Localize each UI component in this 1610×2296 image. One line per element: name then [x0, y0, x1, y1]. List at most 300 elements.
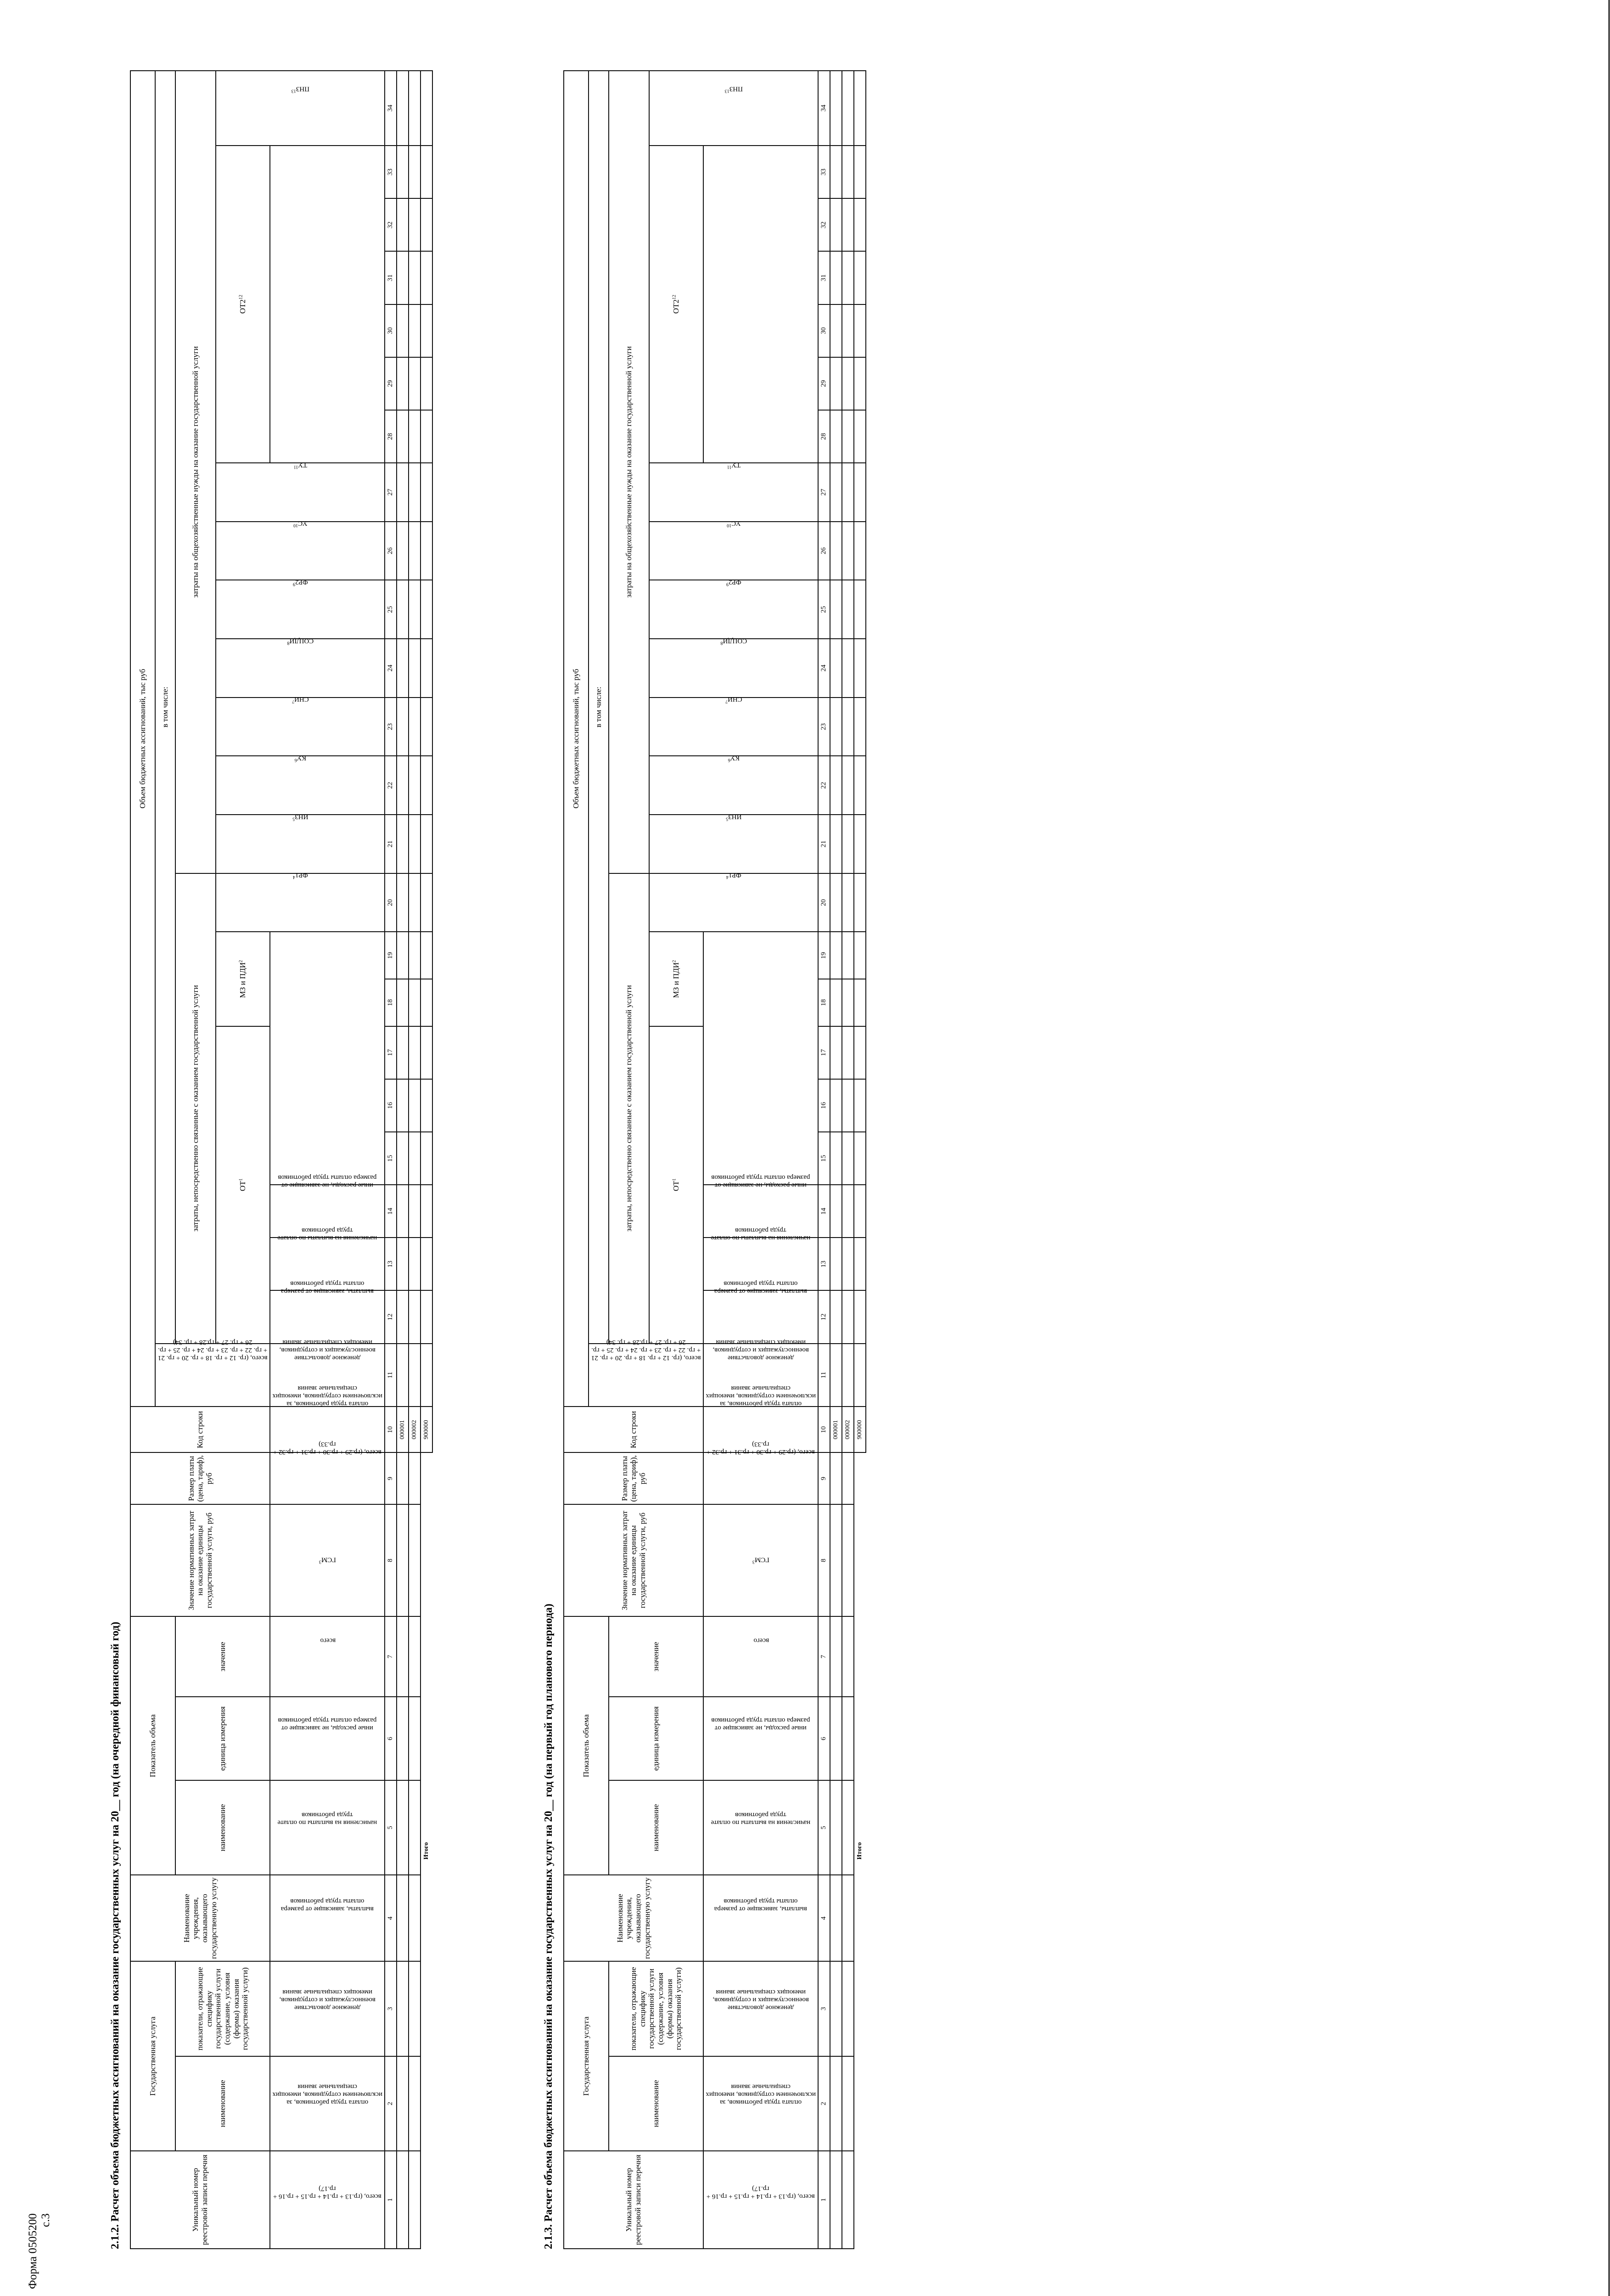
- column-number-label: 32: [820, 221, 828, 229]
- empty-cell: [830, 1185, 842, 1238]
- header-ot2-pay-dependent: [270, 1279, 385, 1343]
- empty-cell: [397, 146, 409, 198]
- total-row: [854, 71, 866, 2249]
- empty-cell: [842, 580, 854, 639]
- total-code-cell: [421, 1407, 432, 1452]
- column-number: [818, 1290, 830, 1343]
- column-number-label: 8: [387, 1559, 394, 1562]
- column-number: [385, 522, 397, 580]
- header-mz-pdi: [649, 932, 703, 1026]
- header-sodi-footnote: 8: [720, 640, 723, 646]
- column-number-label: 27: [820, 489, 828, 496]
- column-number: [818, 410, 830, 463]
- column-number-label: 13: [820, 1261, 828, 1268]
- column-number: [385, 639, 397, 698]
- header-sni-text: [245, 695, 357, 704]
- header-ot2-other-costs-text: [705, 1174, 817, 1189]
- empty-cell: [830, 1875, 842, 1961]
- header-ot1-pay-workers: [270, 2056, 385, 2151]
- header-fr2-text: [678, 578, 790, 587]
- empty-cell: [854, 410, 866, 463]
- empty-cell: [830, 251, 842, 304]
- header-budget-volume-label: Объем бюджетных ассигнований, тыс руб: [572, 669, 581, 809]
- header-ot2-pay-workers-text: [271, 1384, 383, 1407]
- column-number-label: 29: [820, 380, 828, 387]
- column-number-label: 34: [387, 105, 394, 112]
- column-number-label: 33: [387, 169, 394, 176]
- column-number-label: 29: [387, 380, 394, 387]
- column-number: [385, 1875, 397, 1961]
- header-inz-text: [678, 812, 790, 821]
- header-including: [155, 71, 175, 1344]
- column-number-label: 10: [820, 1426, 828, 1433]
- empty-cell: [397, 357, 409, 410]
- column-number-label: 5: [820, 1826, 828, 1829]
- empty-cell: [397, 639, 409, 698]
- section-title-2-1-2: 2.1.2. Расчет объема бюджетных ассигнований на оказание государственных услуг на 20__ год (на очередной финансовый год): [109, 1621, 121, 2249]
- column-number-label: 23: [820, 723, 828, 731]
- column-number-label: 15: [820, 1155, 828, 1162]
- header-general-costs-label: затраты на общехозяйственные нужды на оказание государственной услуги: [191, 346, 200, 598]
- empty-cell: [830, 146, 842, 198]
- empty-cell: [830, 522, 842, 580]
- header-gsm-text: [705, 1556, 817, 1564]
- header-budget-volume: [564, 71, 589, 1407]
- table-row: [830, 71, 842, 2249]
- column-number-label: 3: [387, 2007, 394, 2011]
- empty-cell: [397, 698, 409, 756]
- empty-cell: [842, 251, 854, 304]
- column-number-label: 31: [820, 274, 828, 281]
- header-ot2-total-label: всего, (гр.29 + гр.30 + гр.31 + гр.32 + гр.33): [707, 1441, 815, 1456]
- empty-cell: [397, 1780, 409, 1875]
- empty-cell: [409, 71, 421, 146]
- header-us-footnote: 10: [293, 523, 298, 528]
- column-number-label: 10: [387, 1426, 394, 1433]
- header-pnz-label: ПНЗ: [296, 85, 310, 93]
- empty-cell: [842, 1026, 854, 1079]
- empty-cell: [830, 1780, 842, 1875]
- header-unique-number-label: Уникальный номер реестровой записи перечня: [624, 2155, 642, 2245]
- header-gsm-footnote: 3: [752, 1559, 755, 1564]
- total-label: [854, 1452, 866, 2249]
- header-mz-pdi-footnote: 2: [238, 960, 244, 962]
- empty-cell: [409, 698, 421, 756]
- empty-cell: [854, 932, 866, 979]
- column-number-label: 20: [820, 899, 828, 906]
- column-number: [385, 1238, 397, 1290]
- empty-cell: [409, 1875, 421, 1961]
- column-number: [385, 304, 397, 357]
- header-service-name: [175, 2056, 270, 2151]
- header-ot1-pay-accruals-text: [271, 1811, 383, 1827]
- header-ot2-pay-dependent-text: [705, 1279, 817, 1295]
- header-pnz: [216, 71, 385, 146]
- column-number: [818, 979, 830, 1026]
- empty-cell: [854, 71, 866, 146]
- empty-cell: [397, 1452, 409, 1504]
- header-sodi: [216, 639, 385, 698]
- column-number: [818, 463, 830, 522]
- column-number: [818, 71, 830, 146]
- empty-cell: [842, 1290, 854, 1343]
- empty-cell: [842, 2151, 854, 2249]
- column-number: [818, 1452, 830, 1504]
- column-number: [385, 198, 397, 251]
- header-pnz: [649, 71, 818, 146]
- empty-cell: [409, 1079, 421, 1132]
- header-ot1-pay-dependent: [703, 1875, 818, 1961]
- column-number-label: 16: [387, 1102, 394, 1109]
- empty-cell: [409, 463, 421, 522]
- header-sni-text: [678, 695, 790, 704]
- header-gsm-label: ГСМ: [321, 1556, 336, 1564]
- header-ot2: [216, 146, 270, 463]
- header-tu-footnote: 11: [293, 464, 298, 470]
- header-mz-total-text: [272, 1637, 384, 1644]
- row-code-cell-label: 000001: [832, 1420, 839, 1440]
- empty-cell: [409, 304, 421, 357]
- header-ot1-footnote: 1: [238, 1178, 244, 1181]
- empty-cell: [397, 71, 409, 146]
- header-pnz-footnote: 13: [292, 88, 297, 94]
- header-sni-footnote: 7: [725, 698, 728, 704]
- header-ot2-total-text: [271, 1440, 383, 1456]
- header-ot1-mil-pay-text: [271, 1988, 383, 2011]
- header-mz-total: [270, 1616, 385, 1697]
- column-number-label: 2: [820, 2102, 828, 2105]
- column-number-label: 16: [820, 1102, 828, 1109]
- header-us-footnote: 10: [727, 523, 732, 528]
- header-vol-unit-label: единица измерения: [651, 1706, 661, 1771]
- column-number: [818, 522, 830, 580]
- empty-cell: [397, 198, 409, 251]
- header-vol-unit: [175, 1697, 270, 1780]
- header-vol-value-label: значение: [651, 1642, 661, 1672]
- header-ot2-pay-dependent-label: выплаты, зависящие от размера оплаты труда работников: [714, 1279, 808, 1295]
- empty-cell: [397, 463, 409, 522]
- header-row-code: [130, 1407, 270, 1452]
- header-fr1-label: ФР1: [729, 871, 742, 879]
- empty-cell: [421, 1290, 432, 1343]
- empty-cell: [421, 1026, 432, 1079]
- column-number-label: 25: [820, 606, 828, 613]
- header-ot1-other-costs-label: иные расходы, не зависящие от размера оплаты труда работников: [711, 1716, 810, 1732]
- empty-cell: [409, 639, 421, 698]
- column-number-label: 6: [387, 1737, 394, 1740]
- column-number: [385, 1132, 397, 1185]
- column-number: [385, 1452, 397, 1504]
- empty-cell: [842, 639, 854, 698]
- empty-cell: [830, 1961, 842, 2056]
- header-ot2-footnote: 12: [672, 294, 677, 299]
- empty-cell: [409, 251, 421, 304]
- empty-cell: [397, 1132, 409, 1185]
- empty-cell: [397, 1238, 409, 1290]
- header-tu: [216, 463, 385, 522]
- header-service-name-label: наименование: [218, 2080, 227, 2127]
- header-us-text: [678, 519, 790, 528]
- header-ot2-pay-dependent-text: [271, 1279, 383, 1295]
- empty-cell: [409, 1238, 421, 1290]
- header-pnz-label: ПНЗ: [729, 85, 743, 93]
- empty-cell: [409, 1961, 421, 2056]
- header-ot1-pay-accruals-text: [705, 1811, 817, 1827]
- empty-cell: [842, 932, 854, 979]
- empty-cell: [409, 1504, 421, 1616]
- header-ot1-pay-workers-label: оплата труда работников, за исключением сотрудников, имеющих специальные звания: [706, 2083, 816, 2106]
- empty-cell: [421, 580, 432, 639]
- header-total-label: всего, (гр. 12 + гр. 18 + гр. 20 + гр. 21 + гр. 22 + гр. 23 + гр. 24 + гр. 25 + гр. 26 + гр. 27 + гр.28 + гр. 34): [157, 1339, 268, 1362]
- header-ot1-mil-pay-text: [705, 1988, 817, 2011]
- column-number: [818, 1132, 830, 1185]
- column-number: [385, 357, 397, 410]
- header-general-costs-label: затраты на общехозяйственные нужды на оказание государственной услуги: [624, 346, 634, 598]
- column-number-label: 24: [820, 664, 828, 672]
- column-number-label: 14: [387, 1208, 394, 1215]
- header-ot1: [649, 1026, 703, 1344]
- empty-cell: [854, 463, 866, 522]
- header-mz-pdi: [216, 932, 270, 1026]
- header-ku-label: КУ: [297, 754, 307, 762]
- header-ot2-pay-workers-text: [705, 1384, 817, 1407]
- row-code-cell: [842, 1407, 854, 1452]
- row-code-cell: [397, 1407, 409, 1452]
- column-number: [385, 1079, 397, 1132]
- header-ot1-mil-pay-label: денежное довольствие военнослужащих и сотрудников, имеющих специальные звания: [279, 1988, 376, 2011]
- column-number: [385, 873, 397, 932]
- empty-cell: [397, 979, 409, 1026]
- header-ot1-label: ОТ: [238, 1181, 247, 1191]
- header-tu-label: ТУ: [731, 461, 741, 469]
- header-total-label: всего, (гр. 12 + гр. 18 + гр. 20 + гр. 21 + гр. 22 + гр. 23 + гр. 24 + гр. 25 + гр. 26 + гр. 27 + гр.28 + гр. 34): [591, 1339, 701, 1362]
- header-inz-footnote: 5: [726, 816, 729, 822]
- column-number-label: 17: [820, 1049, 828, 1056]
- column-number: [385, 756, 397, 815]
- header-inz-label: ИНЗ: [295, 813, 309, 821]
- header-service-name-label: наименование: [651, 2080, 661, 2127]
- header-fee-label: Размер платы (цена, тариф), руб: [186, 1455, 213, 1502]
- header-ot1: [216, 1026, 270, 1344]
- header-budget-volume-label: Объем бюджетных ассигнований, тыс руб: [138, 669, 147, 809]
- empty-cell: [854, 1290, 866, 1343]
- header-service-indicators-label: показатели, отражающие специфику государственной услуги (содержание, условия (формы) оказания государственной услуги): [196, 1967, 250, 2051]
- empty-cell: [397, 1185, 409, 1238]
- column-number-label: 30: [820, 327, 828, 334]
- total-label: [421, 1452, 432, 2249]
- header-us: [216, 519, 385, 580]
- column-number: [818, 1875, 830, 1961]
- table-row: [842, 71, 854, 2249]
- header-ot2-pay-workers-label: оплата труда работников, за исключением сотрудников, имеющих специальные звания: [706, 1385, 816, 1408]
- column-number: [385, 815, 397, 873]
- table-row: [409, 71, 421, 2249]
- column-number-label: 4: [387, 1916, 394, 1920]
- header-ot1-total-label: всего, (гр.13 + гр.14 + гр.15 + гр.16 + гр.17): [707, 2185, 815, 2200]
- column-number-label: 12: [820, 1313, 828, 1321]
- empty-cell: [409, 756, 421, 815]
- column-number: [385, 580, 397, 639]
- header-ot1-pay-accruals-label: начисления на выплаты по оплате труда работников: [711, 1811, 811, 1827]
- header-sni-footnote: 7: [292, 698, 295, 704]
- empty-cell: [842, 1452, 854, 1504]
- header-pnz-footnote: 13: [725, 88, 730, 94]
- header-fr1: [649, 873, 818, 932]
- header-ot2-mil-pay-text: [271, 1339, 383, 1362]
- header-unique-number-label: Уникальный номер реестровой записи перечня: [191, 2155, 209, 2245]
- column-number-label: 19: [387, 952, 394, 959]
- header-sodi-label: СОЦДИ: [289, 637, 314, 645]
- column-number: [385, 2056, 397, 2151]
- header-fr1-label: ФР1: [295, 871, 309, 879]
- column-number-label: 22: [387, 782, 394, 789]
- column-number: [385, 1697, 397, 1780]
- empty-cell: [397, 1290, 409, 1343]
- empty-cell: [830, 815, 842, 873]
- empty-cell: [830, 580, 842, 639]
- empty-cell: [830, 304, 842, 357]
- budget-table-2-1-3: [563, 70, 866, 2249]
- empty-cell: [409, 873, 421, 932]
- empty-cell: [397, 932, 409, 979]
- column-number: [818, 304, 830, 357]
- row-code-cell-label: 000001: [398, 1420, 406, 1440]
- column-number-label: 12: [387, 1313, 394, 1321]
- column-number-label: 9: [820, 1477, 828, 1480]
- header-ot1-total-text: [705, 2184, 817, 2200]
- header-row-code-label: Код строки: [629, 1411, 638, 1448]
- header-row-code: [564, 1407, 703, 1452]
- empty-cell: [397, 522, 409, 580]
- empty-cell: [421, 932, 432, 979]
- column-number-label: 23: [387, 723, 394, 731]
- header-total-text: [157, 1339, 269, 1362]
- header-ot1-pay-workers-text: [271, 2083, 383, 2106]
- empty-cell: [397, 1697, 409, 1780]
- empty-cell: [397, 251, 409, 304]
- empty-cell: [830, 639, 842, 698]
- budget-table-2-1-2: [130, 70, 433, 2249]
- empty-cell: [397, 580, 409, 639]
- header-mz-pdi-label: МЗ и ПДИ: [238, 962, 247, 998]
- header-sodi-label: СОЦДИ: [723, 637, 747, 645]
- header-inz-footnote: 5: [292, 816, 295, 822]
- header-state-service-label: Государственная услуга: [148, 2016, 157, 2096]
- column-number: [385, 1780, 397, 1875]
- header-ot2-mil-pay-text: [705, 1339, 817, 1362]
- empty-cell: [397, 1026, 409, 1079]
- header-volume-indicator-label: Показатель объема: [582, 1714, 591, 1778]
- header-sni: [216, 695, 385, 756]
- header-ot2-footnote: 12: [238, 294, 244, 299]
- empty-cell: [854, 304, 866, 357]
- header-ot1-other-costs: [703, 1697, 818, 1780]
- header-gsm: [703, 1504, 818, 1616]
- header-general-costs: [609, 71, 649, 873]
- column-number-label: 26: [820, 547, 828, 555]
- empty-cell: [854, 1132, 866, 1185]
- column-number: [818, 198, 830, 251]
- empty-cell: [842, 979, 854, 1026]
- column-number-label: 7: [820, 1655, 828, 1659]
- column-number-label: 34: [820, 105, 828, 112]
- header-sodi-text: [678, 636, 790, 645]
- header-vol-name: [175, 1780, 270, 1875]
- header-inz-label: ИНЗ: [728, 813, 742, 821]
- header-fr1-text: [678, 871, 790, 880]
- empty-cell: [830, 756, 842, 815]
- header-fee: [564, 1452, 703, 1504]
- header-ot1-other-costs-label: иные расходы, не зависящие от размера оплаты труда работников: [278, 1716, 377, 1732]
- column-number-label: 24: [387, 664, 394, 672]
- empty-cell: [409, 1616, 421, 1697]
- empty-cell: [854, 815, 866, 873]
- empty-cell: [421, 304, 432, 357]
- column-number: [818, 639, 830, 698]
- header-ot1-total-label: всего, (гр.13 + гр.14 + гр.15 + гр.16 + гр.17): [273, 2185, 381, 2200]
- header-ku: [216, 756, 385, 815]
- empty-cell: [397, 2056, 409, 2151]
- row-code-cell: [830, 1407, 842, 1452]
- header-ot1-label: ОТ: [672, 1181, 681, 1191]
- empty-cell: [397, 1616, 409, 1697]
- header-state-service-label: Государственная услуга: [582, 2016, 591, 2096]
- column-number: [818, 251, 830, 304]
- column-number-label: 5: [387, 1826, 394, 1829]
- header-fee-label: Размер платы (цена, тариф), руб: [620, 1455, 647, 1502]
- empty-cell: [409, 1697, 421, 1780]
- column-number: [385, 1026, 397, 1079]
- header-vol-unit: [609, 1697, 703, 1780]
- column-number-label: 17: [387, 1049, 394, 1056]
- empty-cell: [421, 1132, 432, 1185]
- empty-cell: [842, 71, 854, 146]
- header-us-label: УС: [298, 519, 308, 527]
- header-inz: [649, 815, 818, 873]
- column-number: [385, 1344, 397, 1407]
- column-number-label: 2: [387, 2102, 394, 2105]
- column-number-label: 22: [820, 782, 828, 789]
- empty-cell: [421, 1238, 432, 1290]
- header-norm-cost: [564, 1504, 703, 1616]
- column-number-label: 33: [820, 169, 828, 176]
- header-unique-number: [564, 2151, 703, 2249]
- header-gsm-label: ГСМ: [755, 1556, 769, 1564]
- column-number-label: 27: [387, 489, 394, 496]
- empty-cell: [421, 756, 432, 815]
- total-code-cell: [854, 1407, 866, 1452]
- header-mz-total: [703, 1616, 818, 1697]
- header-ot2-pay-accruals-text: [705, 1227, 817, 1242]
- column-number-label: 15: [387, 1155, 394, 1162]
- empty-cell: [397, 1504, 409, 1616]
- column-number-label: 21: [387, 840, 394, 848]
- column-number-label: 20: [387, 899, 394, 906]
- row-code-cell-label: 000002: [844, 1420, 851, 1440]
- empty-cell: [854, 1079, 866, 1132]
- empty-cell: [421, 146, 432, 198]
- header-vol-value-label: значение: [218, 1642, 227, 1672]
- column-number: [385, 71, 397, 146]
- header-ot2-other-costs-label: иные расходы, не зависящие от размера оплаты труда работников: [278, 1174, 377, 1189]
- column-number-label: 31: [387, 274, 394, 281]
- empty-cell: [842, 1697, 854, 1780]
- header-inz: [216, 815, 385, 873]
- empty-cell: [409, 1185, 421, 1238]
- total-label-label: Итого: [856, 1842, 864, 1860]
- column-number-label: 30: [387, 327, 394, 334]
- empty-cell: [421, 522, 432, 580]
